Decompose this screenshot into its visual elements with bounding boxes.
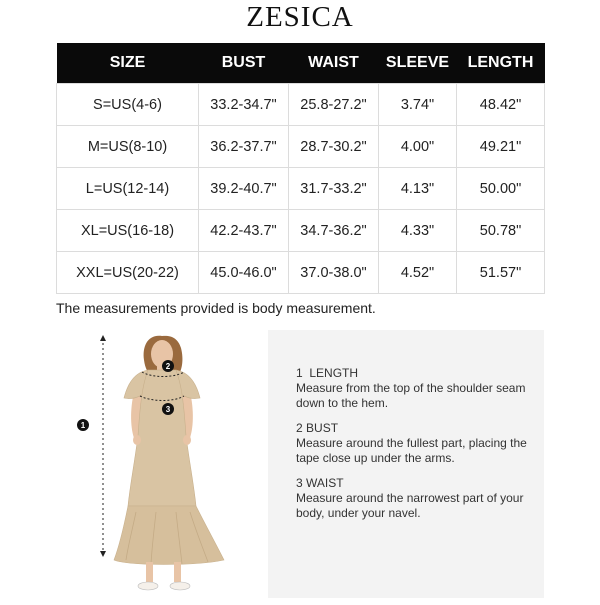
header-sleeve: SLEEVE bbox=[379, 43, 457, 84]
guide-item-waist bbox=[296, 476, 536, 521]
marker-bust-number: 2 bbox=[165, 362, 171, 371]
right-sandal bbox=[170, 582, 190, 590]
length-arrow-top bbox=[100, 335, 106, 341]
cell-size: L=US(12-14) bbox=[57, 168, 199, 210]
cell-bust: 39.2-40.7" bbox=[199, 168, 289, 210]
brand-logo: ZESICA bbox=[246, 1, 354, 33]
table-header-row bbox=[57, 43, 545, 84]
marker-waist-badge bbox=[162, 403, 174, 415]
guide-title-bust bbox=[296, 421, 536, 436]
guide-text-bust: Measure around the fullest part, placing the tape close up under the arms. bbox=[296, 436, 527, 465]
table-row bbox=[57, 126, 545, 168]
cell-sleeve: 4.33" bbox=[379, 210, 457, 252]
cell-length: 48.42" bbox=[457, 84, 545, 126]
table-row bbox=[57, 84, 545, 126]
cell-size: S=US(4-6) bbox=[57, 84, 199, 126]
cell-length: 51.57" bbox=[457, 252, 545, 294]
cell-waist: 37.0-38.0" bbox=[289, 252, 379, 294]
dress-illustration bbox=[56, 326, 256, 600]
table-row bbox=[57, 252, 545, 294]
cell-waist: 25.8-27.2" bbox=[289, 84, 379, 126]
header-size: SIZE bbox=[57, 43, 199, 84]
cell-sleeve: 4.52" bbox=[379, 252, 457, 294]
right-leg bbox=[174, 562, 181, 582]
guide-text-waist: Measure around the narrowest part of your body, under your navel. bbox=[296, 491, 524, 520]
marker-waist-number: 3 bbox=[165, 405, 171, 414]
guide-title: BUST bbox=[306, 421, 339, 435]
left-leg bbox=[146, 562, 153, 582]
header-bust: BUST bbox=[199, 43, 289, 84]
guide-number: 3 bbox=[296, 476, 303, 490]
cell-bust: 42.2-43.7" bbox=[199, 210, 289, 252]
guide-title-length bbox=[296, 366, 536, 381]
cell-bust: 33.2-34.7" bbox=[199, 84, 289, 126]
guide-item-length bbox=[296, 366, 536, 411]
cell-sleeve: 4.00" bbox=[379, 126, 457, 168]
guide-item-bust bbox=[296, 421, 536, 466]
size-chart-table bbox=[56, 43, 545, 294]
guide-title-waist bbox=[296, 476, 536, 491]
cell-bust: 45.0-46.0" bbox=[199, 252, 289, 294]
header-waist: WAIST bbox=[289, 43, 379, 84]
table-row bbox=[57, 168, 545, 210]
right-hand bbox=[183, 435, 191, 445]
cell-waist: 28.7-30.2" bbox=[289, 126, 379, 168]
measurement-guide-panel bbox=[268, 330, 544, 598]
cell-size: M=US(8-10) bbox=[57, 126, 199, 168]
guide-number: 2 bbox=[296, 421, 303, 435]
marker-length-number: 1 bbox=[80, 421, 86, 430]
cell-waist: 31.7-33.2" bbox=[289, 168, 379, 210]
table-row bbox=[57, 210, 545, 252]
cell-size: XL=US(16-18) bbox=[57, 210, 199, 252]
model-figure bbox=[56, 326, 256, 600]
cell-sleeve: 3.74" bbox=[379, 84, 457, 126]
cell-sleeve: 4.13" bbox=[379, 168, 457, 210]
guide-text-length: Measure from the top of the shoulder seam down to the hem. bbox=[296, 381, 526, 410]
cell-length: 50.78" bbox=[457, 210, 545, 252]
guide-title: WAIST bbox=[306, 476, 344, 490]
marker-bust-badge bbox=[162, 360, 174, 372]
measurement-note: The measurements provided is body measurement. bbox=[56, 300, 376, 316]
guide-number: 1 bbox=[296, 366, 303, 380]
left-sandal bbox=[138, 582, 158, 590]
left-hand bbox=[133, 435, 141, 445]
header-length: LENGTH bbox=[457, 43, 545, 84]
cell-size: XXL=US(20-22) bbox=[57, 252, 199, 294]
cell-bust: 36.2-37.7" bbox=[199, 126, 289, 168]
cell-length: 50.00" bbox=[457, 168, 545, 210]
marker-length-badge bbox=[77, 419, 89, 431]
length-arrow-bottom bbox=[100, 551, 106, 557]
cell-length: 49.21" bbox=[457, 126, 545, 168]
guide-title: LENGTH bbox=[309, 366, 359, 380]
cell-waist: 34.7-36.2" bbox=[289, 210, 379, 252]
